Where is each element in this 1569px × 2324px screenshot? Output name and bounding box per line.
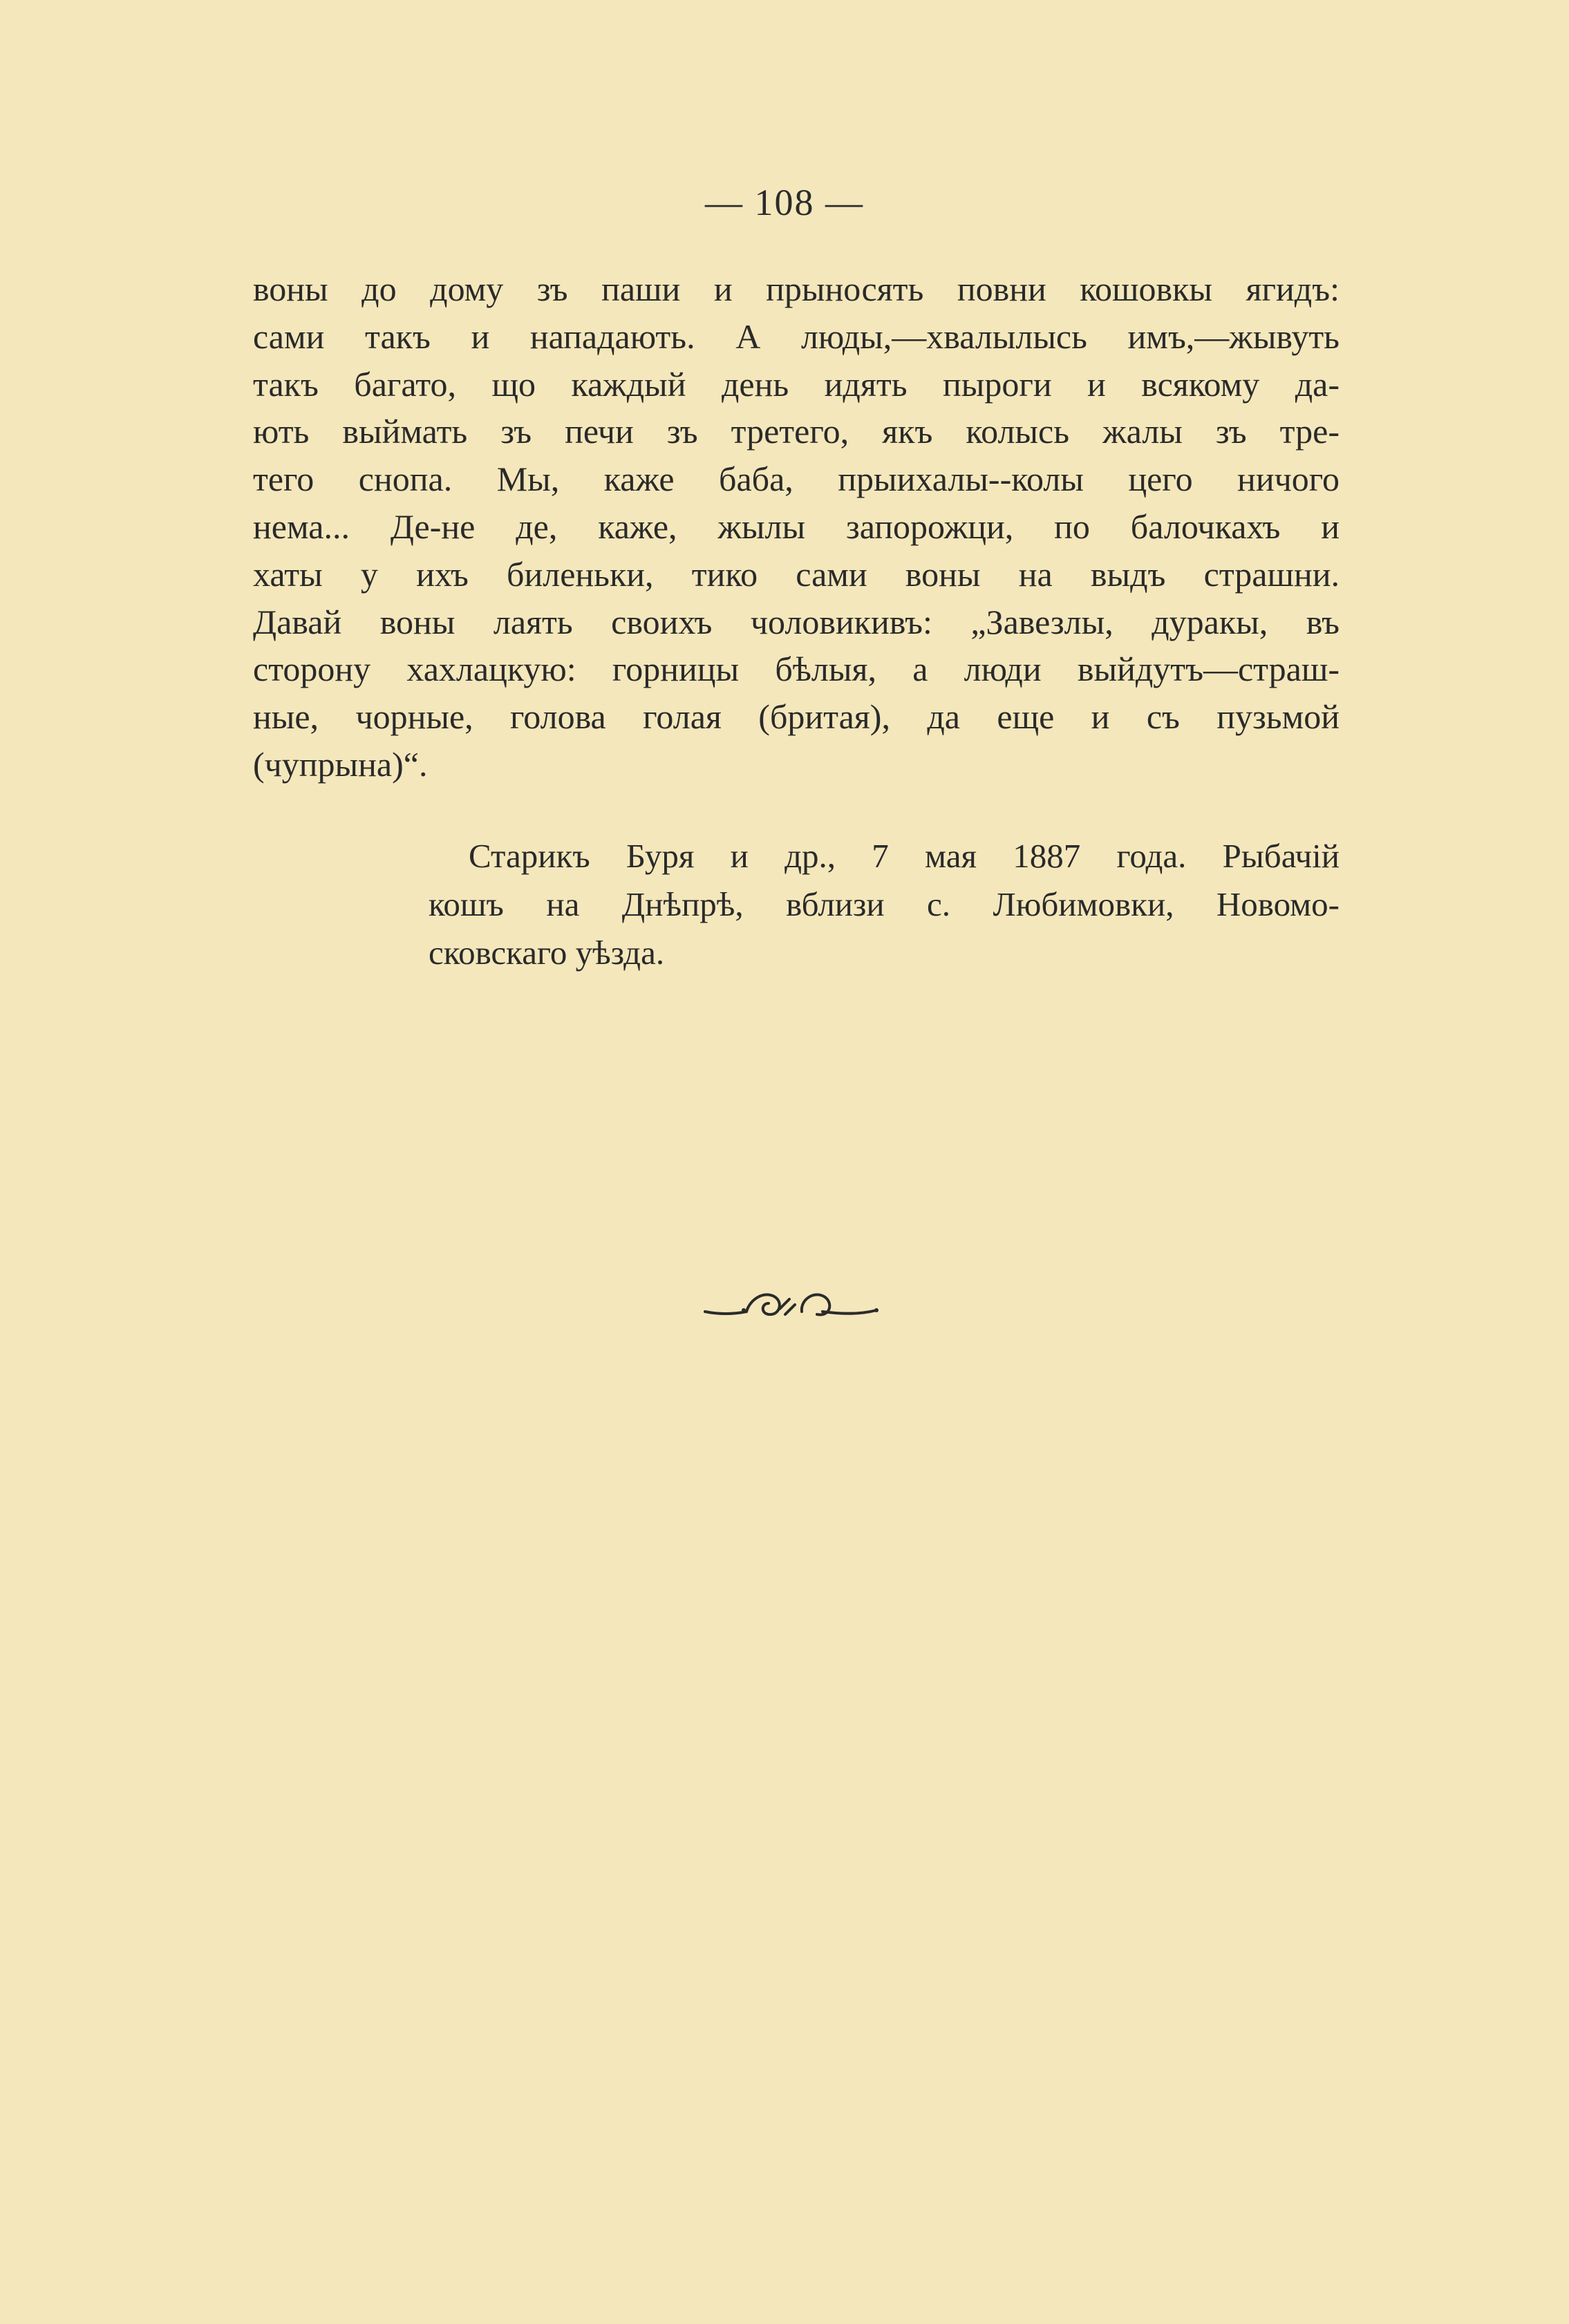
body-line: воны до дому зъ паши и прыносять повни кошовкы ягидъ: (253, 270, 1340, 308)
body-line: хаты у ихъ биленьки, тико сами воны на выдъ страшни. (253, 554, 1340, 594)
body-line: ють выймать зъ печи зъ третего, якъ колысь жалы зъ тре- (253, 412, 1340, 451)
body-line: сами такъ и нападають. А люды,—хвалылысь имъ,—жывуть (253, 317, 1340, 356)
attribution-line: сковскаго уѣзда. (429, 934, 665, 972)
attribution-line: Старикъ Буря и др., 7 мая 1887 года. Рыбачій (469, 837, 1340, 875)
body-paragraph (253, 265, 1340, 788)
attribution-note (429, 832, 1340, 977)
body-line: нема... Де-не де, каже, жылы запорожци, по балочкахъ и (253, 507, 1340, 546)
body-line: (чупрына)“. (253, 744, 428, 784)
body-line: такъ багато, що каждый день идять пыроги и всякому да- (253, 364, 1340, 404)
page-number: — 108 — (705, 182, 864, 223)
body-line: сторону хахлацкую: горницы бѣлыя, а люди выйдутъ—страш- (253, 650, 1340, 689)
vignette-ornament-icon (698, 1272, 885, 1334)
body-line: тего снопа. Мы, каже баба, прыихалы--колы цего ничого (253, 460, 1340, 499)
attribution-line: кошъ на Днѣпрѣ, вблизи с. Любимовки, Новомо- (429, 885, 1340, 923)
body-line: ные, чорные, голова голая (бритая), да еще и съ пузьмой (253, 697, 1340, 737)
body-line: Давай воны лаять своихъ чоловикивъ: „Завезлы, дуракы, въ (253, 602, 1340, 641)
